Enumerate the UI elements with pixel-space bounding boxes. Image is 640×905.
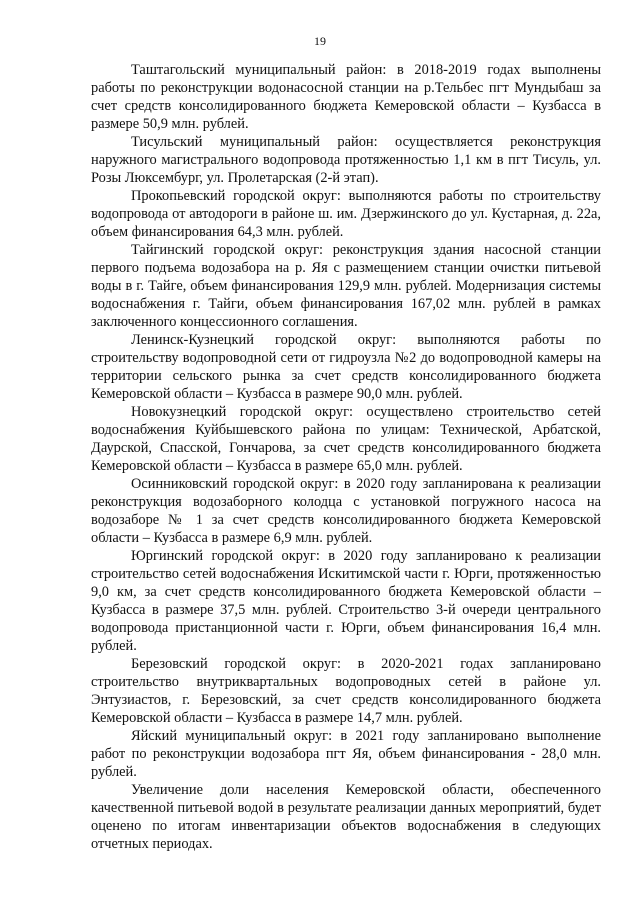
paragraph-novokuznetsk: Новокузнецкий городской округ: осуществлено строительство сетей водоснабжения Куйбышевского района по улицам: Технической, Арбатской, Даурской, Спасской, Гончарова, за счет средств консолидированного бюджета Кемеровской области – Кузбасса в размере 65,0 млн. рублей. — [91, 404, 601, 474]
paragraph-prokopyevsk: Прокопьевский городской округ: выполняются работы по строительству водопровода от автодороги в районе ш. им. Дзержинского до ул. Кустарная, д. 22а, объем финансирования 64,3 млн. рублей. — [91, 188, 601, 240]
paragraph-conclusion: Увеличение доли населения Кемеровской области, обеспеченного качественной питьевой водой в результате реализации данных мероприятий, будет оценено по итогам инвентаризации объектов водоснабжения в следующих отчетных периодах. — [91, 782, 601, 852]
paragraph-yurga: Юргинский городской округ: в 2020 году запланировано к реализации строительство сетей водоснабжения Искитимской части г. Юрги, протяженностью 9,0 км, за счет средств консолидированного бюджета Кемеровской области – Кузбасса в размере 37,5 млн. рублей. Строительство 3-й очереди центрального водопровода пристанционной части г. Юрги, объем финансирования 16,4 млн. рублей. — [91, 548, 601, 654]
paragraph-berezovsky: Березовский городской округ: в 2020-2021 годах запланировано строительство внутриквартальных водопроводных сетей в районе ул. Энтузиастов, г. Березовский, за счет средств консолидированного бюджета Кемеровской области – Кузбасса в размере 14,7 млн. рублей. — [91, 656, 601, 726]
paragraph-leninsk-kuznetsky: Ленинск-Кузнецкий городской округ: выполняются работы по строительству водопроводной сети от гидроузла №2 до водопроводной камеры на территории сельского рынка за счет средств консолидированного бюджета Кемеровской области – Кузбасса в размере 90,0 млн. рублей. — [91, 332, 601, 402]
paragraph-osinniki: Осинниковский городской округ: в 2020 году запланирована к реализации реконструкция водозаборного колодца с установкой погружного насоса на водозаборе № 1 за счет средств консолидированного бюджета Кемеровской области – Кузбасса в размере 6,9 млн. рублей. — [91, 476, 601, 546]
paragraph-tashtagol: Таштагольский муниципальный район: в 2018-2019 годах выполнены работы по реконструкции водонасосной станции на р.Тельбес пгт Мундыбаш за счет средств консолидированного бюджета Кемеровской области – Кузбасса в размере 50,9 млн. рублей. — [91, 62, 601, 132]
paragraph-tisul: Тисульский муниципальный район: осуществляется реконструкция наружного магистрального водопровода протяженностью 1,1 км в пгт Тисуль, ул. Розы Люксембург, ул. Пролетарская (2-й этап). — [91, 134, 601, 186]
document-body — [91, 61, 601, 853]
paragraph-tayga: Тайгинский городской округ: реконструкция здания насосной станции первого подъема водозабора на р. Яя с размещением станции очистки питьевой воды в г. Тайге, объем финансирования 129,9 млн. рублей. Модернизация системы водоснабжения г. Тайги, объем финансирования 167,02 млн. рублей в рамках заключенного концессионного соглашения. — [91, 242, 601, 330]
page-number: 19 — [314, 34, 326, 48]
paragraph-yaya: Яйский муниципальный округ: в 2021 году запланировано выполнение работ по реконструкции водозабора пгт Яя, объем финансирования - 28,0 млн. рублей. — [91, 728, 601, 780]
